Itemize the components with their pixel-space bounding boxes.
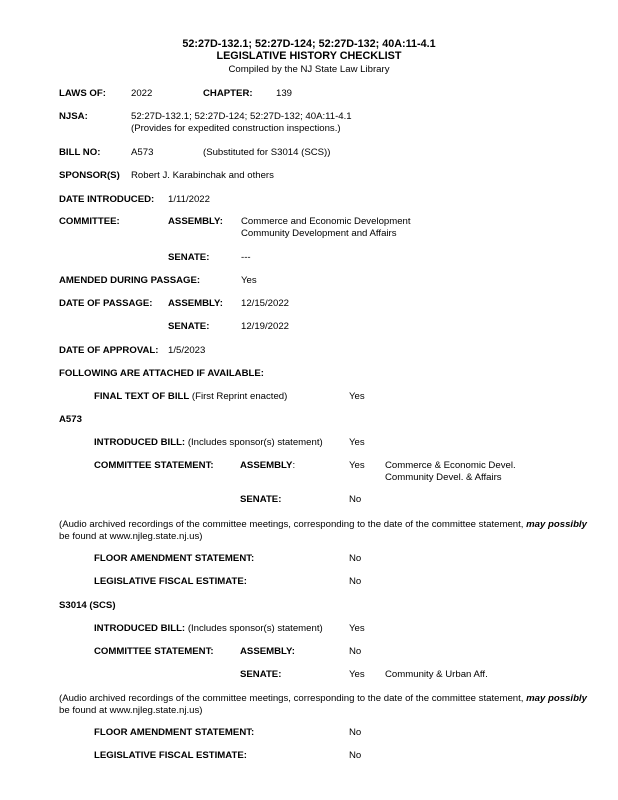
chapter-label: CHAPTER:	[203, 88, 253, 99]
audio-note-1-text: (Audio archived recordings of the committee meetings, corresponding to the date of the committee statement,	[59, 519, 527, 530]
compiled-by: Compiled by the NJ State Law Library	[228, 64, 390, 75]
committee-assembly-line1: Commerce and Economic Development	[241, 216, 411, 227]
s3014-committee-statement-label: COMMITTEE STATEMENT:	[94, 646, 214, 657]
following-heading: FOLLOWING ARE ATTACHED IF AVAILABLE:	[59, 368, 264, 379]
document-subtitle: LEGISLATIVE HISTORY CHECKLIST	[216, 50, 402, 62]
s3014-introduced-value: Yes	[349, 623, 365, 634]
chapter-value: 139	[276, 88, 293, 99]
a573-fiscal-estimate-value: No	[349, 576, 362, 587]
s3014-assembly-label: ASSEMBLY:	[240, 646, 295, 657]
njsa-value: 52:27D-132.1; 52:27D-124; 52:27D-132; 40A:11-4.1	[131, 111, 352, 122]
a573-introduced-row	[94, 437, 323, 448]
audio-note-2-text: (Audio archived recordings of the committee meetings, corresponding to the date of the committee statement,	[59, 693, 527, 704]
a573-assembly-committee-2: Community Devel. & Affairs	[385, 472, 502, 483]
sponsor-label: SPONSOR(S)	[59, 170, 120, 181]
s3014-heading: S3014 (SCS)	[59, 600, 116, 611]
date-introduced-value: 1/11/2022	[168, 194, 210, 205]
s3014-introduced-note: (Includes sponsor(s) statement)	[187, 623, 323, 634]
passage-senate-label: SENATE:	[168, 321, 210, 332]
s3014-floor-amendment-value: No	[349, 727, 362, 738]
s3014-fiscal-estimate-value: No	[349, 750, 362, 761]
audio-note-1-line1	[59, 519, 587, 530]
a573-assembly-committee-1: Commerce & Economic Devel.	[385, 460, 516, 471]
s3014-floor-amendment-label: FLOOR AMENDMENT STATEMENT:	[94, 727, 255, 738]
amended-label: AMENDED DURING PASSAGE:	[59, 275, 201, 286]
approval-label: DATE OF APPROVAL:	[59, 345, 159, 356]
njsa-label: NJSA:	[59, 111, 88, 122]
committee-label: COMMITTEE:	[59, 216, 120, 227]
a573-heading: A573	[59, 414, 82, 425]
committee-assembly-line2: Community Development and Affairs	[241, 228, 397, 239]
bill-no-label: BILL NO:	[59, 147, 101, 158]
approval-value: 1/5/2023	[168, 345, 206, 356]
audio-note-1-emphasis: may possibly	[526, 519, 587, 530]
a573-introduced-value: Yes	[349, 437, 365, 448]
njsa-note: (Provides for expedited construction inspections.)	[131, 123, 341, 134]
date-introduced-label: DATE INTRODUCED:	[59, 194, 155, 205]
s3014-senate-value: Yes	[349, 669, 365, 680]
final-text-value: Yes	[349, 391, 365, 402]
a573-assembly-value: Yes	[349, 460, 365, 471]
s3014-senate-label: SENATE:	[240, 669, 282, 680]
committee-senate-value: ---	[241, 252, 251, 263]
audio-note-2-line2: be found at www.njleg.state.nj.us)	[59, 705, 203, 716]
s3014-fiscal-estimate-label: LEGISLATIVE FISCAL ESTIMATE:	[94, 750, 247, 761]
final-text-label: FINAL TEXT OF BILL	[94, 391, 190, 402]
committee-assembly-label: ASSEMBLY:	[168, 216, 223, 227]
final-text-row	[94, 391, 287, 402]
a573-floor-amendment-label: FLOOR AMENDMENT STATEMENT:	[94, 553, 255, 564]
committee-senate-label: SENATE:	[168, 252, 210, 263]
laws-of-value: 2022	[131, 88, 153, 99]
document-title: 52:27D-132.1; 52:27D-124; 52:27D-132; 40A:11-4.1	[182, 38, 436, 50]
a573-fiscal-estimate-label: LEGISLATIVE FISCAL ESTIMATE:	[94, 576, 247, 587]
a573-senate-label: SENATE:	[240, 494, 282, 505]
a573-assembly-label-wrap	[240, 460, 295, 471]
a573-floor-amendment-value: No	[349, 553, 362, 564]
s3014-introduced-row	[94, 623, 323, 634]
passage-senate-value: 12/19/2022	[241, 321, 290, 332]
passage-assembly-value: 12/15/2022	[241, 298, 290, 309]
a573-assembly-label: ASSEMBLY	[240, 460, 293, 471]
bill-no-value: A573	[131, 147, 154, 158]
bill-substituted-note: (Substituted for S3014 (SCS))	[203, 147, 331, 158]
s3014-assembly-value: No	[349, 646, 362, 657]
a573-introduced-label: INTRODUCED BILL:	[94, 437, 186, 448]
a573-assembly-colon: :	[292, 460, 296, 471]
final-text-note: (First Reprint enacted)	[191, 391, 288, 402]
laws-of-label: LAWS OF:	[59, 88, 106, 99]
s3014-senate-committee: Community & Urban Aff.	[385, 669, 488, 680]
a573-introduced-note: (Includes sponsor(s) statement)	[187, 437, 323, 448]
a573-senate-value: No	[349, 494, 362, 505]
s3014-introduced-label: INTRODUCED BILL:	[94, 623, 186, 634]
audio-note-2-emphasis: may possibly	[526, 693, 587, 704]
sponsor-value: Robert J. Karabinchak and others	[131, 170, 274, 181]
audio-note-1-line2: be found at www.njleg.state.nj.us)	[59, 531, 203, 542]
passage-assembly-label: ASSEMBLY:	[168, 298, 223, 309]
passage-label: DATE OF PASSAGE:	[59, 298, 153, 309]
a573-committee-statement-label: COMMITTEE STATEMENT:	[94, 460, 214, 471]
audio-note-2-line1	[59, 693, 587, 704]
amended-value: Yes	[241, 275, 257, 286]
